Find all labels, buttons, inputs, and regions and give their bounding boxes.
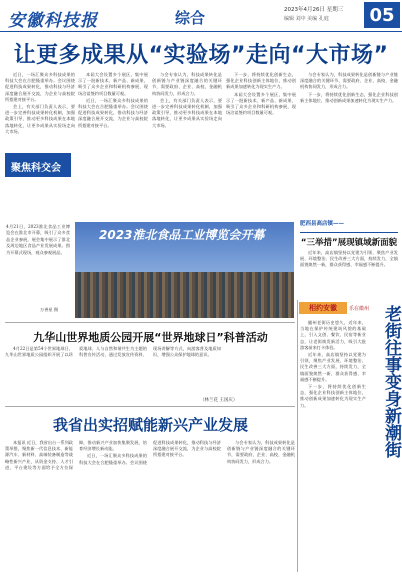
section-title: 综合 <box>175 9 206 27</box>
story-title: “三举措”展现镇域新面貌 <box>300 238 398 248</box>
article-paragraph: 本届大会设置多个展区，集中展示了一批新技术、新产品、新成果，吸引了众多企业和科研机构参展，现场洽谈签约项目数量可观。 <box>78 72 148 96</box>
masthead <box>0 0 402 32</box>
editors-line: 编辑 刘中 美编 孔庭 <box>284 16 329 22</box>
article-paragraph: 本届大会设置多个展区，集中展示了一批新技术、新产品、新成果，吸引了众多企业和科研机构参展，现场洽谈签约项目数量可观。 <box>226 91 296 116</box>
story-title: 我省出实招赋能新兴产业发展 <box>52 416 248 434</box>
article-paragraph: 会上，有关部门负责人表示，要进一步完善科技成果转化机制，加强政策引导，推动更多科技成果在本地落地转化，让更多成果从实验场走向大市场。 <box>5 104 75 134</box>
story-body <box>300 250 398 298</box>
article-paragraph: 与会专家认为，科技成果转化是创新链与产业链深度融合的关键环节，需要政府、企业、高校、金融机构协同发力，形成合力。 <box>152 72 222 96</box>
article-column-2 <box>78 72 148 212</box>
story-title: 九华山世界地质公园开展“世界地球日”科普活动 <box>33 331 268 344</box>
section-tag-label: 聚焦科交会 <box>11 163 61 174</box>
photo-credit: 万善星 摄 <box>40 307 59 312</box>
article-column-3 <box>152 72 222 212</box>
story-byline: （林兰花 王国庆） <box>200 398 238 403</box>
article-paragraph: 近年来，高店镇坚持以党建为引领，聚焦产业发展、环境整治、民生改善三大方面，持续发力，全镇面貌焕然一新，群众获得感、幸福感不断提升。 <box>300 250 398 268</box>
issue-date: 2023年4月26日 星期三 <box>284 7 344 13</box>
article-column-4 <box>226 72 296 212</box>
article-paragraph: 近日，一场汇聚众多科技成果的科技大会在合肥隆重举办。会议围绕促进科技成果转化，推动科技与经济深度融合展开交流，为企业与高校院所搭建对接平台。 <box>5 72 75 102</box>
photo-banner-text: 2023淮北食品工业博览会开幕 <box>99 228 265 242</box>
story-kicker: 肥西县高店镇—— <box>300 221 345 227</box>
story-body <box>300 320 366 572</box>
newspaper-brand: 安徽科技报 <box>8 11 98 31</box>
article-paragraph: 近日，一场汇聚众多科技成果的科技大会在合肥隆重举办。会议围绕促进科技成果转化，推动科技与经济深度融合展开交流，为企业与高校院所搭建对接平台。 <box>78 97 148 128</box>
story-title: 老街往事变身新潮街 <box>381 305 401 458</box>
page-number: 05 <box>364 2 400 28</box>
column-badge: 相约安徽 <box>299 302 347 314</box>
article-paragraph: 下一步，将持续优化创新生态，强化企业科技创新主体地位，推动创新成果加速转化为现实生产力。 <box>226 72 296 90</box>
article-paragraph: 会上，有关部门负责人表示，要进一步完善科技成果转化机制，加强政策引导，推动更多科技成果在本地落地转化，让更多成果从实验场走向大市场。 <box>152 97 222 128</box>
column-badge-suffix: 乐在徽州 <box>349 306 370 312</box>
article-paragraph: 与会专家认为，科技成果转化是创新链与产业链深度融合的关键环节，需要政府、企业、高校、金融机构协同发力，形成合力。 <box>227 440 295 464</box>
article-paragraph: 与会专家认为，科技成果转化是创新链与产业链深度融合的关键环节，需要政府、企业、高校、金融机构协同发力，形成合力。 <box>300 72 398 90</box>
article-paragraph: 下一步，将持续优化创新生态，强化企业科技创新主体地位，推动创新成果加速转化为现实生产力。 <box>300 91 398 103</box>
article-paragraph: 4月22日是第54个世界地球日，九华山世界地质公园组织开展了以珍爱地球、人与自然和谐共生为主题的科普宣传活动，通过发放宣传资料、现场讲解等方式，向游客普及地质知识，增强公众保护地球的意识。 <box>5 346 221 358</box>
news-photo <box>75 222 294 318</box>
main-headline: 让更多成果从“实验场”走向“大市场” <box>13 43 389 68</box>
article-column-5 <box>300 72 398 212</box>
article-paragraph: 近日，一场汇聚众多科技成果的科技大会在合肥隆重举办。会议围绕促进科技成果转化，推动科技与经济深度融合展开交流，为企业与高校院所搭建对接平台。 <box>79 440 221 465</box>
article-paragraph: 本报讯 近日，我省出台一系列政策举措，聚焦新一代信息技术、新能源汽车、新材料、高端装备制造等战略性新兴产业，从资金支持、人才引进、平台建设等方面给予全方位保障，推动新兴产业加快集聚发展，培育经济增长新动能。 <box>5 440 147 470</box>
article-paragraph: 徽州老街历史悠久，近年来，当地在保护传统建筑风貌的基础上，引入文创、餐饮、民宿等新业态，让老街焕发新活力，吸引大批游客前来打卡体验。 <box>300 320 366 350</box>
photo-caption: 4月21日，2023淮北食品工业博览会在淮北市开幕，吸引了众多食品企业参展，展会集中展示了淮北及周边地区食品产业发展成果。图为开幕式现场，观众参观展品。 <box>6 224 70 255</box>
section-tag <box>5 153 71 177</box>
story-body <box>5 346 295 398</box>
article-paragraph: 近年来，高店镇坚持以党建为引领，聚焦产业发展、环境整治、民生改善三大方面，持续发力，全镇面貌焕然一新，群众获得感、幸福感不断提升。 <box>300 352 366 382</box>
article-paragraph: 下一步，将持续优化创新生态，强化企业科技创新主体地位，推动创新成果加速转化为现实生产力。 <box>300 384 366 408</box>
story-body <box>5 440 295 572</box>
article-column-1 <box>5 72 75 148</box>
